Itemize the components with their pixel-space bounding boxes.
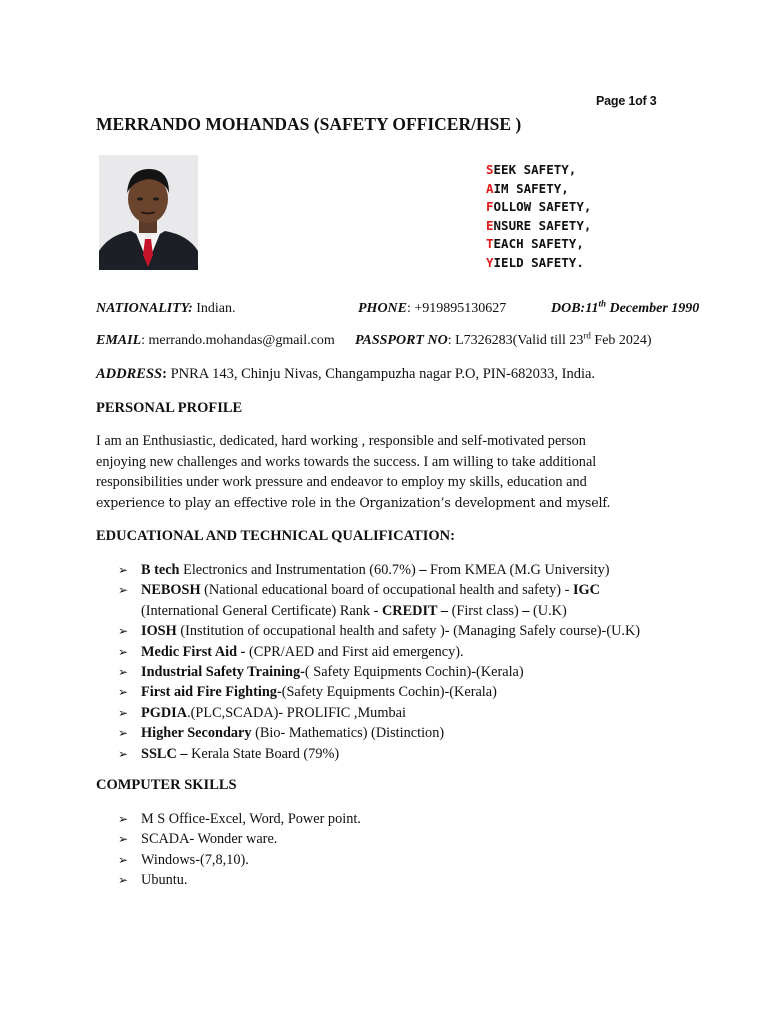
bullet-arrow-icon: ➢ [118, 685, 129, 700]
motto-line: ENSURE SAFETY, [486, 217, 592, 233]
motto-line: TEACH SAFETY, [486, 236, 584, 252]
bullet-arrow-icon: ➢ [118, 852, 129, 867]
bullet-arrow-icon: ➢ [118, 665, 129, 680]
safety-motto [486, 161, 591, 273]
email-field: EMAIL: merrando.mohandas@gmail.com [96, 333, 335, 348]
bullet-arrow-icon: ➢ [118, 832, 129, 847]
profile-line: experience to play an effective role in the Organization’s development and myself. [96, 494, 611, 510]
list-item: ➢ M S Office-Excel, Word, Power point. [118, 809, 361, 829]
list-item: ➢ SCADA- Wonder ware. [118, 829, 361, 849]
profile-line: I am an Enthusiastic, dedicated, hard working , responsible and self-motivated person [96, 433, 586, 449]
list-item: ➢ B tech Electronics and Instrumentation (60.7%) – From KMEA (M.G University) [118, 560, 640, 580]
profile-line: enjoying new challenges and works towards the success. I am willing to take additional [96, 453, 597, 470]
address-field: ADDRESS: PNRA 143, Chinju Nivas, Changampuzha nagar P.O, PIN-682033, India. [96, 366, 596, 382]
list-item: ➢ Windows-(7,8,10). [118, 850, 361, 870]
bullet-arrow-icon: ➢ [118, 746, 129, 761]
bullet-arrow-icon: ➢ [118, 563, 129, 577]
education-heading: EDUCATIONAL AND TECHNICAL QUALIFICATION: [96, 528, 455, 544]
list-item: ➢ Medic First Aid - (CPR/AED and First aid emergency). [118, 642, 640, 662]
list-item: ➢ PGDIA.(PLC,SCADA)- PROLIFIC ,Mumbai [118, 703, 640, 723]
bullet-arrow-icon: ➢ [118, 644, 129, 659]
computer-skills-heading: COMPUTER SKILLS [96, 777, 237, 793]
list-item: ➢ First aid Fire Fighting-(Safety Equipments Cochin)-(Kerala) [118, 682, 640, 702]
passport-field: PASSPORT NO: L7326283(Valid till 23rd Feb 2024) [355, 330, 652, 348]
bullet-arrow-icon: ➢ [118, 812, 129, 826]
list-item: ➢ Higher Secondary (Bio- Mathematics) (Distinction) [118, 723, 640, 743]
bullet-arrow-icon: ➢ [118, 583, 129, 598]
list-item: ➢ IOSH (Institution of occupational health and safety )- (Managing Safely course)-(U.K) [118, 621, 640, 641]
personal-profile-text [96, 431, 656, 513]
bullet-arrow-icon: ➢ [118, 726, 129, 741]
computer-skills-list [118, 809, 361, 891]
bullet-arrow-icon: ➢ [118, 873, 129, 888]
motto-line: FOLLOW SAFETY, [486, 199, 592, 215]
motto-line: SEEK SAFETY, [486, 162, 577, 177]
profile-photo [99, 155, 198, 270]
list-item: ➢ Industrial Safety Training-( Safety Equipments Cochin)-(Kerala) [118, 662, 640, 682]
list-item: ➢ Ubuntu. [118, 870, 361, 890]
page-number: Page 1of 3 [596, 94, 657, 108]
personal-profile-heading: PERSONAL PROFILE [96, 400, 243, 416]
nationality-field: NATIONALITY: Indian. [96, 301, 236, 316]
phone-field: PHONE: +919895130627 [358, 301, 507, 316]
education-list [118, 560, 640, 764]
list-item: ➢ NEBOSH (National educational board of occupational health and safety) - IGC (International General Certificate) Rank - CREDIT – (First class) – (U.K) [118, 582, 600, 619]
bullet-arrow-icon: ➢ [118, 705, 129, 720]
bullet-arrow-icon: ➢ [118, 624, 129, 639]
document-title: MERRANDO MOHANDAS (SAFETY OFFICER/HSE ) [96, 114, 522, 134]
motto-line: YIELD SAFETY. [486, 254, 584, 270]
dob-field: DOB:11th December 1990 [551, 298, 700, 316]
profile-line: responsibilities under work pressure and endeavor to employ my skills, education and [96, 474, 587, 491]
list-item: ➢ SSLC – Kerala State Board (79%) [118, 744, 640, 764]
motto-line: AIM SAFETY, [486, 180, 569, 196]
